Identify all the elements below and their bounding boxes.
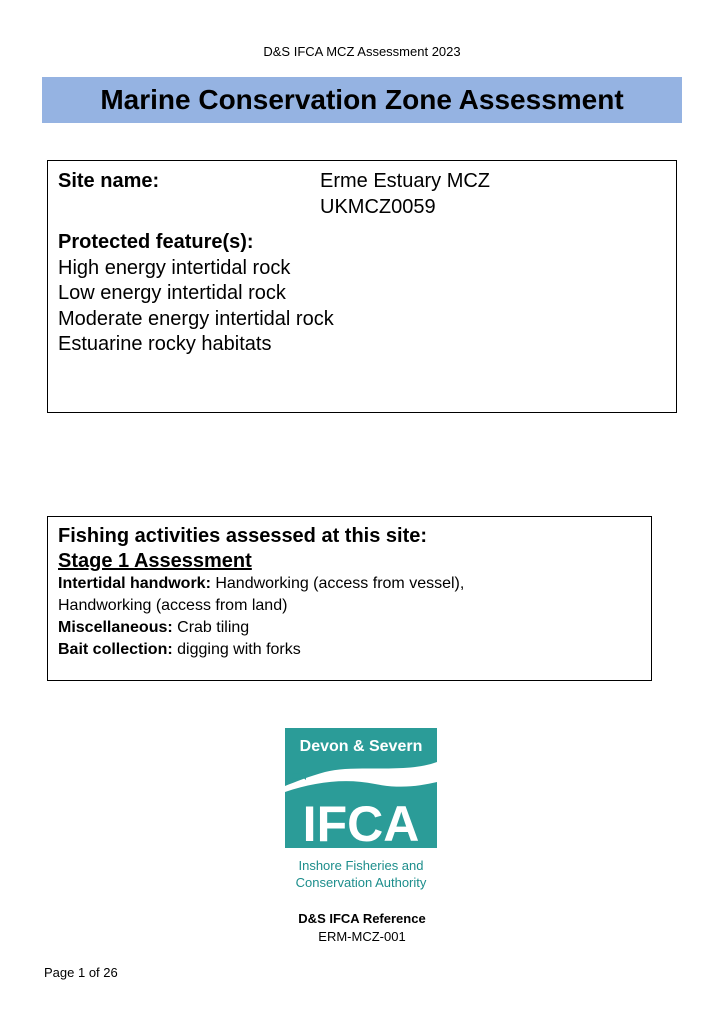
fishing-activities-box (47, 516, 652, 681)
page-title: Marine Conservation Zone Assessment (42, 77, 682, 123)
activities-heading: Fishing activities assessed at this site: (58, 525, 428, 547)
reference-block (0, 910, 724, 946)
site-info-box (47, 160, 677, 413)
logo-top-text: Devon & Severn (299, 738, 423, 755)
logo-main-text: IFCA (302, 796, 420, 852)
site-name-label: Site name: (58, 170, 160, 192)
devon-severn-ifca-logo (285, 728, 437, 894)
running-header: D&S IFCA MCZ Assessment 2023 (263, 44, 461, 59)
logo-line-1: Inshore Fisheries and (298, 858, 424, 873)
site-name-row (58, 169, 666, 220)
intertidal-label: Intertidal handwork: (58, 575, 211, 592)
stage-heading: Stage 1 Assessment (58, 550, 252, 572)
miscellaneous-line (58, 617, 641, 639)
site-name-values (320, 169, 490, 220)
site-name-value: Erme Estuary MCZ (320, 170, 491, 192)
bait-label: Bait collection: (58, 641, 173, 658)
bait-collection-line (58, 639, 641, 661)
feature-item: Low energy intertidal rock (58, 282, 286, 304)
site-code-value: UKMCZ0059 (320, 195, 436, 218)
intertidal-value: Handworking (access from vessel), (210, 575, 465, 592)
reference-label: D&S IFCA Reference (298, 911, 426, 926)
protected-features-label: Protected feature(s): (58, 231, 254, 253)
feature-item: Moderate energy intertidal rock (58, 307, 334, 330)
misc-label: Miscellaneous: (58, 619, 173, 636)
feature-item: High energy intertidal rock (58, 256, 291, 279)
intertidal-handwork-continued: Handworking (access from land) (58, 597, 288, 614)
feature-item: Estuarine rocky habitats (58, 333, 272, 355)
page-number: Page 1 of 26 (44, 965, 118, 980)
bait-value: digging with forks (172, 641, 301, 658)
reference-value: ERM-MCZ-001 (318, 929, 406, 944)
misc-value: Crab tiling (172, 619, 250, 636)
logo-line-2: Conservation Authority (295, 875, 427, 890)
intertidal-handwork-line (58, 573, 641, 595)
